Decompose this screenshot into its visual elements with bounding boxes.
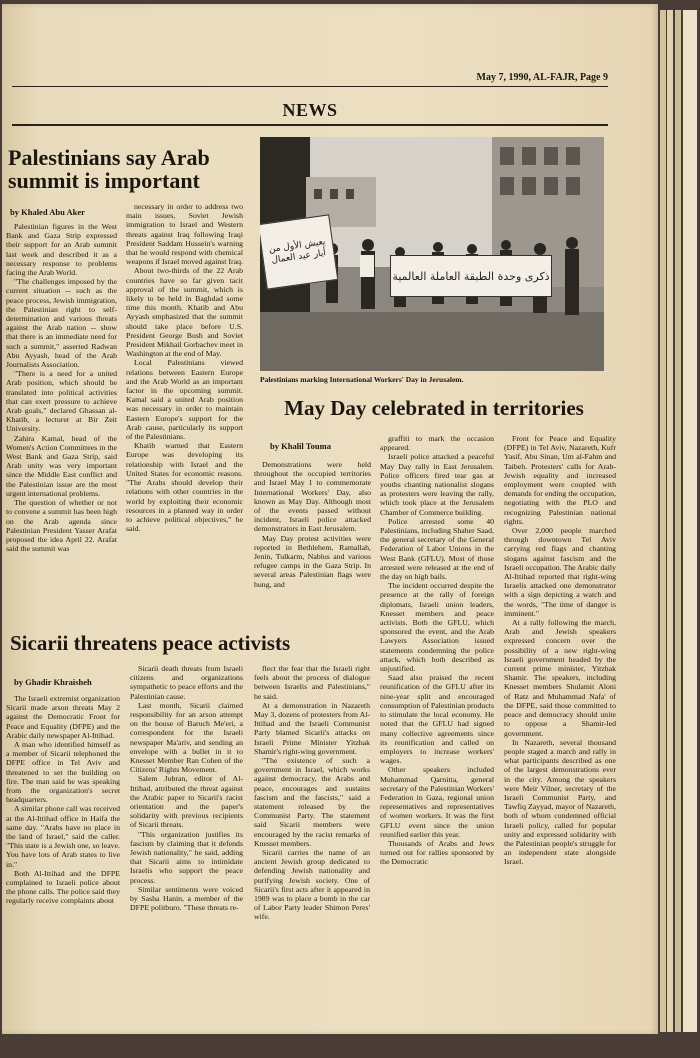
article1-col1 [6,222,117,628]
article2-col3 [504,434,616,1029]
paragraph: The Israeli extremist organization Sicarii made arson threats May 2 against the Democratic Front for Peace and Equality (DFPE) and the Arabic daily newspaper Al-Ittihad. [6,694,120,740]
paragraph: Salem Jubran, editor of Al-Ittihad, attributed the threat against the Arabic paper to Sicarii's racist orientation and the paper's solidarity with previous recipients of Sicarii threats. [130,774,243,830]
paragraph: "This organization justifies its fascism by claiming that it defends Jewish nationality," he said, adding that Sicarii aims to intimidate Israelis who support the peace process. [130,829,243,885]
section-title: NEWS [282,100,338,120]
section-rule [12,124,608,126]
paragraph: Both Al-Ittihad and the DFPE complained to Israeli police about the phone calls. The police said they regularly receive complaints about [6,868,120,906]
paragraph: graffiti to mark the occasion appeared. [380,434,494,453]
page-dateline: May 7, 1990, AL-FAJR, Page 9 [476,72,608,83]
paragraph: About two-thirds of the 22 Arab countries have so far given tacit approval of the summit, which is likely to be held in Baghdad some time this month. Khatib and Abu Ayyash emphasized that the summit should take place before U.S. President George Bush and Soviet President Mikhail Gorbachev meet in Washington at the end of May. [126,266,243,359]
paragraph: flect the fear that the Israeli right feels about the process of dialogue between Israelis and Palestinians," he said. [254,664,370,701]
article3-col3 [254,664,370,1029]
article2-col2 [380,434,494,1029]
paragraph: Thousands of Arabs and Jews turned out for rallies sponsored by the Democratic [380,838,494,867]
banner-left: يعيش الأول من أيار عيد العمال [260,214,338,289]
article2-headline: May Day celebrated in territories [284,396,584,420]
paragraph: "There is a need for a united Arab position, which should be translated into political activities that can exert pressure to achieve Arab goals," declared Ghassan al-Khatib, a lecturer at Bir Zeit University. [6,369,117,434]
photo-may-day-march [260,137,604,371]
article2-col1 [254,460,371,624]
banner-right: ذكرى وحدة الطبقة العاملة العالمية [390,255,552,297]
page-edge [683,10,697,1032]
paragraph: A similar phone call was received at the Al-Ittihad office in Haifa the same day. "Arabs have no place in the land of Israel," said the caller. "This state is a Jewish one, so leave. You have lots of Arab states to live in." [6,804,120,869]
paragraph: In Nazareth, several thousand people staged a march and rally in what participants described as one of the largest demonstrations ever in the city. Among the speakers were Meir Vilner, secretary of the Israeli Communist Party, and Tawfiq Zayyad, mayor of Nazareth, both of whom condemned official Israeli policy, called for popular unity and expressed solidarity with the Palestinian people's struggle for an independent state alongside Israel. [504,737,616,867]
newspaper-page [2,4,658,1034]
paragraph: Israeli police attacked a peaceful May Day rally in East Jerusalem. Police officers fired tear gas at youths chanting nationalist slogans as protesters were leaving the rally, which took place at the Jerusalem Chamber of Commerce building. [380,452,494,517]
paragraph: Over 2,000 people marched through downtown Tel Aviv carrying red flags and chanting slogans against fascism and the Israeli occupation. The Arabic daily Al-Ittihad reported that right-wing Israelis attacked one demonstrator with a sign depicting a watch and the words, "The time of danger is imminent." [504,526,616,618]
paragraph: At a rally following the march, Arab and Jewish speakers expressed concern over the possibility of a new right-wing Israeli government headed by the current prime minister, Yitzhak Shamir. The speakers, including Knesset members Shulamit Aloni of Ratz and Muhammad Nafa' of the DFPE, said those committed to peace and democracy should unite to oppose a Shamir-led government. [504,618,616,738]
page-edge [660,10,666,1032]
article2-byline: by Khalil Touma [270,441,331,451]
paragraph: Sicarii death threats from Israeli citizens and organizations sympathetic to peace efforts and the Palestinian cause. [130,664,243,701]
paragraph: May Day protest activities were reported in Bethlehem, Ramallah, Jenin, Tulkarm, Nablus and various refugee camps in the Gaza Strip. In several areas Palestinian flags were hung, and [254,533,371,589]
paragraph: Last month, Sicarii claimed responsibility for an arson attempt on the house of Baruch Me'eri, a correspondent for the Israeli newspaper Ma'ariv, and sending an envelope with a bullet in it to Knesset Member Ran Cohen of the Citizens' Rights Movement. [130,700,243,775]
paragraph: Demonstrations were held throughout the occupied territories and Israel May 1 to commemorate International Workers' Day, also known as May Day. Although most of the events passed without incident, Israeli police attacked demonstrators in East Jerusalem. [254,460,371,534]
paragraph: Local Palestinians viewed relations between Eastern Europe and the Arab World as an important factor in the upcoming summit. Kamal said a united Arab position was necessary in order to maintain Eastern Europe's support for the Arab cause, particularly its support of the Palestinians. [126,358,243,442]
paragraph: Saad also praised the recent reunification of the GFLU after its nine-year split and encouraged consumption of Palestinian products to stimulate the local economy. He noted that the GFLU had signed many collective agreements since its reunification and called on employers to increase workers' wages. [380,673,494,766]
paragraph: Palestinian figures in the West Bank and Gaza Strip expressed their support for an Arab summit last week and described it as a necessary response to problems facing the Arab World. [6,222,117,278]
article1-col2 [126,202,243,628]
paragraph: Zahira Kamal, head of the Women's Action Committees in the West Bank and Gaza Strip, said Arab unity was very important since the Middle East conflict and the Palestinian issue are the most urgent international problems. [6,433,117,498]
paragraph: Police arrested some 40 Palestinians, including Shaher Saad, the general secretary of the General Federation of Labor Unions in the West Bank (GFLU). Most of those arrested were released at the end of the day on high bails. [380,516,494,582]
article3-col1 [6,694,120,1029]
paragraph: necessary in order to address two main issues, Soviet Jewish immigration to Israel and Western threats against Iraq following Iraqi President Saddam Hussein's warning that he would respond with chemical weapons if Israel moved against Iraq. [126,202,243,267]
paragraph: A man who identified himself as a member of Sicarii telephoned the DFPE office in Tel Aviv and threatened to set the building on fire. The man said he was speaking from the organization's secret headquarters. [6,740,120,805]
photo-caption: Palestinians marking International Workers' Day in Jerusalem. [260,375,464,384]
paragraph: At a demonstration in Nazareth May 3, dozens of protesters from Al-Ittihad and the Israeli Communist Party blamed Sicarii's attacks on Israeli Prime Minister Yitzhak Shamir's right-wing government. [254,700,370,756]
article3-col2 [130,664,243,1029]
paragraph: The incident occurred despite the presence at the rally of foreign diplomats, Israeli union leaders, Knesset members and peace activists. Both the GFLU, which sponsored the event, and the Arab Lawyers Association issued statements condemning the police attack, which both described as unjustified. [380,581,494,674]
article3-byline: by Ghadir Khraisheh [14,677,92,687]
article1-byline: by Khaled Abu Aker [10,207,85,217]
article1-headline: Palestinians say Arab summit is important [8,145,210,194]
page-edge [675,10,681,1032]
page-edge [667,10,673,1032]
paragraph: The question of whether or not to convene a summit has been high on the Arab agenda since Palestinian President Yasser Arafat proposed the idea April 22. Arafat said the summit was [6,498,117,554]
paragraph: Front for Peace and Equality (DFPE) in Tel Aviv, Nazareth, Kufr Yasif, Abu Sinan, Um al-Fahm and Taibeh. Protesters' calls for Arab-Jewish equality and increased employment were coupled with demands for ending the occupation, negotiating with the PLO and recognizing Palestinian national rights. [504,434,616,526]
paragraph: "The existence of such a government in Israel, which works against democracy, the Arabs and peace, encourages and sustains fascism and the fascists," said a statement released by the Communist Party. The statement said Sicarii members were encouraged by the racist remarks of Knesset members. [254,756,370,848]
paragraph: Sicarii carries the name of an ancient Jewish group dedicated to defending Jewish nationality and purifying Jewish society. One of Sicarii's first acts after it appeared in 1989 was to place a bomb in the car of Labor Party leader Shimon Peres' wife. [254,848,370,922]
paragraph: Other speakers included Muhammad Qarnitta, general secretary of the Palestinian Workers' Federation in Gaza, regional union representatives and representatives of women workers. It was the first GFLU event since the union reunified earlier this year. [380,765,494,839]
article3-headline: Sicarii threatens peace activists [10,631,291,655]
paragraph: Similar sentiments were voiced by Sasha Hanin, a member of the DFPE politburo. "These threats re- [130,884,243,913]
paragraph: Khatib warned that Eastern Europe was developing its relationship with Israel and the United States for economic reasons. "The Arabs should develop their relations with other countries in the world by exploiting their economic resources in a planned way in order to achieve political objectives," he said. [126,441,243,534]
header-rule [12,86,608,87]
paragraph: "The challenges imposed by the current situation -- such as the peace process, Jewish immigration, the Palestinian right to self-determination and various threats against the Arab nation -- show that there is an immediate need for such a summit," asserted Radwan Abu Ayyash, head of the Arab Journalists Association. [6,277,117,370]
